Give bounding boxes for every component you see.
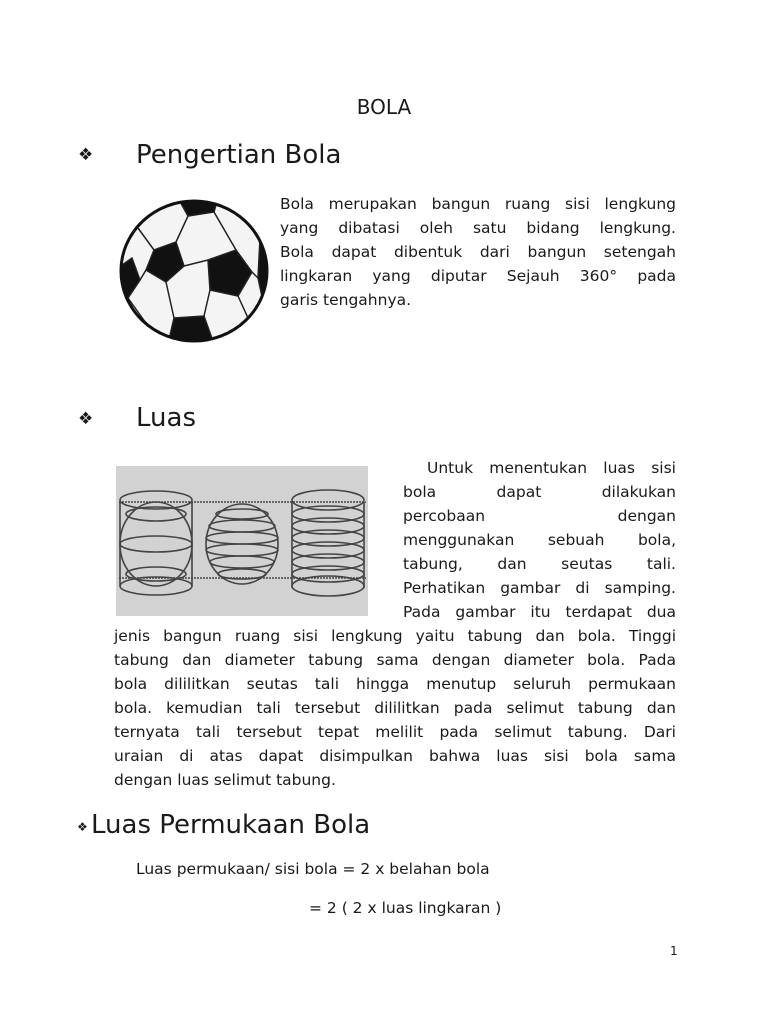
paragraph-line: bola dapat dilakukan bbox=[403, 483, 676, 501]
paragraph-line: Pada gambar itu terdapat dua bbox=[403, 603, 676, 621]
paragraph-line: menggunakan sebuah bola, bbox=[403, 531, 676, 549]
soccer-ball-image bbox=[118, 198, 270, 344]
diamond-bullet-icon: ❖ bbox=[78, 409, 94, 429]
paragraph-line: jenis bangun ruang sisi lengkung yaitu tabung dan bola. Tinggi bbox=[114, 627, 676, 645]
paragraph-line: tabung dan diameter tabung sama dengan diameter bola. Pada bbox=[114, 651, 676, 669]
page-number: 1 bbox=[670, 944, 678, 958]
paragraph-line: garis tengahnya. bbox=[280, 291, 412, 309]
paragraph-line: uraian di atas dapat disimpulkan bahwa luas sisi bola sama bbox=[114, 747, 676, 765]
paragraph-line: Perhatikan gambar di samping. bbox=[403, 579, 676, 597]
formula-line-1: Luas permukaan/ sisi bola = 2 x belahan bola bbox=[136, 860, 490, 878]
paragraph-line: percobaan dengan bbox=[403, 507, 676, 525]
sphere-cylinder-image bbox=[116, 466, 368, 616]
page-title: BOLA bbox=[356, 95, 412, 119]
diamond-bullet-icon: ❖ bbox=[78, 145, 94, 165]
formula-line-2: = 2 ( 2 x luas lingkaran ) bbox=[309, 899, 502, 917]
paragraph-line: ternyata tali tersebut tepat melilit pada selimut tabung. Dari bbox=[114, 723, 676, 741]
paragraph-line: Bola merupakan bangun ruang sisi lengkung bbox=[280, 195, 676, 213]
paragraph-line: lingkaran yang diputar Sejauh 360° pada bbox=[280, 267, 676, 285]
heading-pengertian-bola: Pengertian Bola bbox=[136, 140, 342, 170]
paragraph-line: bola. kemudian tali tersebut dililitkan pada selimut tabung dan bbox=[114, 699, 676, 717]
heading-luas: Luas bbox=[136, 403, 196, 433]
paragraph-line: bola dililitkan seutas tali hingga menutup seluruh permukaan bbox=[114, 675, 676, 693]
paragraph-line: dengan luas selimut tabung. bbox=[114, 771, 336, 789]
paragraph-line: yang dibatasi oleh satu bidang lengkung. bbox=[280, 219, 676, 237]
paragraph-line: Bola dapat dibentuk dari bangun setengah bbox=[280, 243, 676, 261]
paragraph-line: Untuk menentukan luas sisi bbox=[427, 459, 676, 477]
paragraph-line: tabung, dan seutas tali. bbox=[403, 555, 676, 573]
diamond-bullet-icon: ❖ bbox=[77, 820, 88, 834]
heading-luas-permukaan-bola: Luas Permukaan Bola bbox=[91, 810, 371, 840]
